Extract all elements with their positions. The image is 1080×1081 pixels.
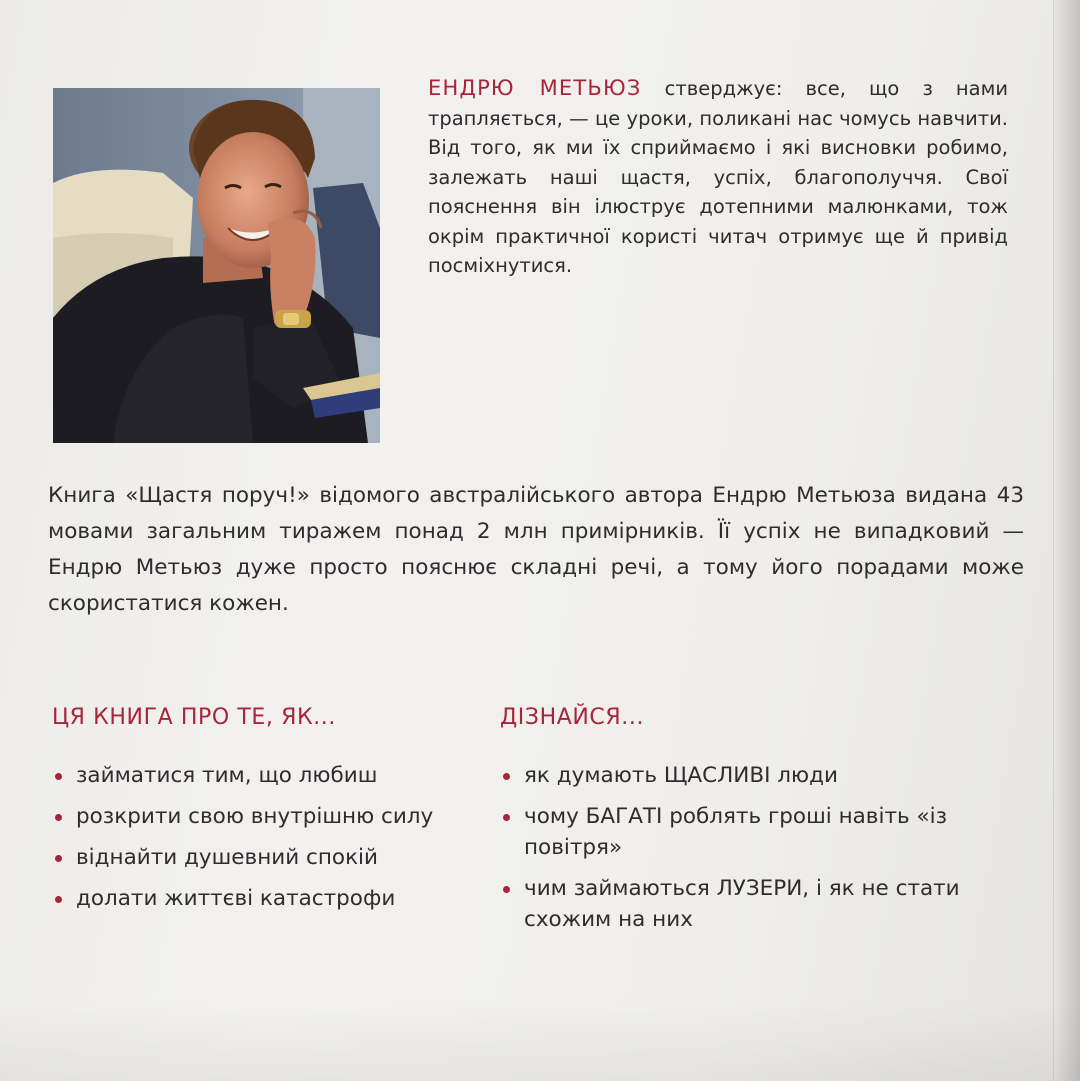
page-shadow <box>0 1001 1080 1081</box>
page-edge <box>1053 0 1080 1081</box>
learn-section-title: ДІЗНАЙСЯ... <box>500 705 645 730</box>
author-intro-text: стверджує: все, що з нами трапляється, — це уроки, поликані нас чомусь навчити. Від того, як ми їх сприймаємо і які висновки робимо, залежать наші щастя, успіх, благополуччя. Свої пояснення він ілюструє дотепними малюнками, тож окрім практичної користі читач отримує ще й привід посміхнутися. <box>428 77 1008 277</box>
list-item: як думають ЩАСЛИВІ люди <box>500 760 1030 791</box>
list-item: чому БАГАТІ роблять гроші навіть «із повітря» <box>500 801 964 863</box>
author-photo <box>53 88 380 443</box>
bullet-icon <box>503 773 510 780</box>
bullet-icon <box>503 814 510 821</box>
book-description: Книга «Щастя поруч!» відомого австралійського автора Ендрю Метьюза видана 43 мовами загальним тиражем понад 2 млн примірників. Її успіх не випадковий — Ендрю Метьюз дуже просто пояснює складні речі, а тому його порадами може скористатися кожен. <box>48 483 1024 616</box>
author-intro <box>428 74 1008 281</box>
list-item: займатися тим, що любиш <box>52 760 482 791</box>
bullet-icon <box>55 896 62 903</box>
list-item: розкрити свою внутрішню силу <box>52 801 482 832</box>
bullet-icon <box>503 886 510 893</box>
bullet-icon <box>55 855 62 862</box>
book-topics-list <box>52 760 482 914</box>
list-item: чим займаються ЛУЗЕРИ, і як не стати схожим на них <box>500 873 1004 935</box>
learn-list <box>500 760 1030 935</box>
list-item: віднайти душевний спокій <box>52 842 482 873</box>
learn-section <box>500 700 1030 945</box>
list-item: долати життєві катастрофи <box>52 883 482 914</box>
book-topics-title: ЦЯ КНИГА ПРО ТЕ, ЯК... <box>52 705 336 730</box>
bullet-icon <box>55 773 62 780</box>
bullet-icon <box>55 814 62 821</box>
book-topics <box>52 700 482 924</box>
author-name: ЕНДРЮ МЕТЬЮЗ <box>428 76 642 100</box>
